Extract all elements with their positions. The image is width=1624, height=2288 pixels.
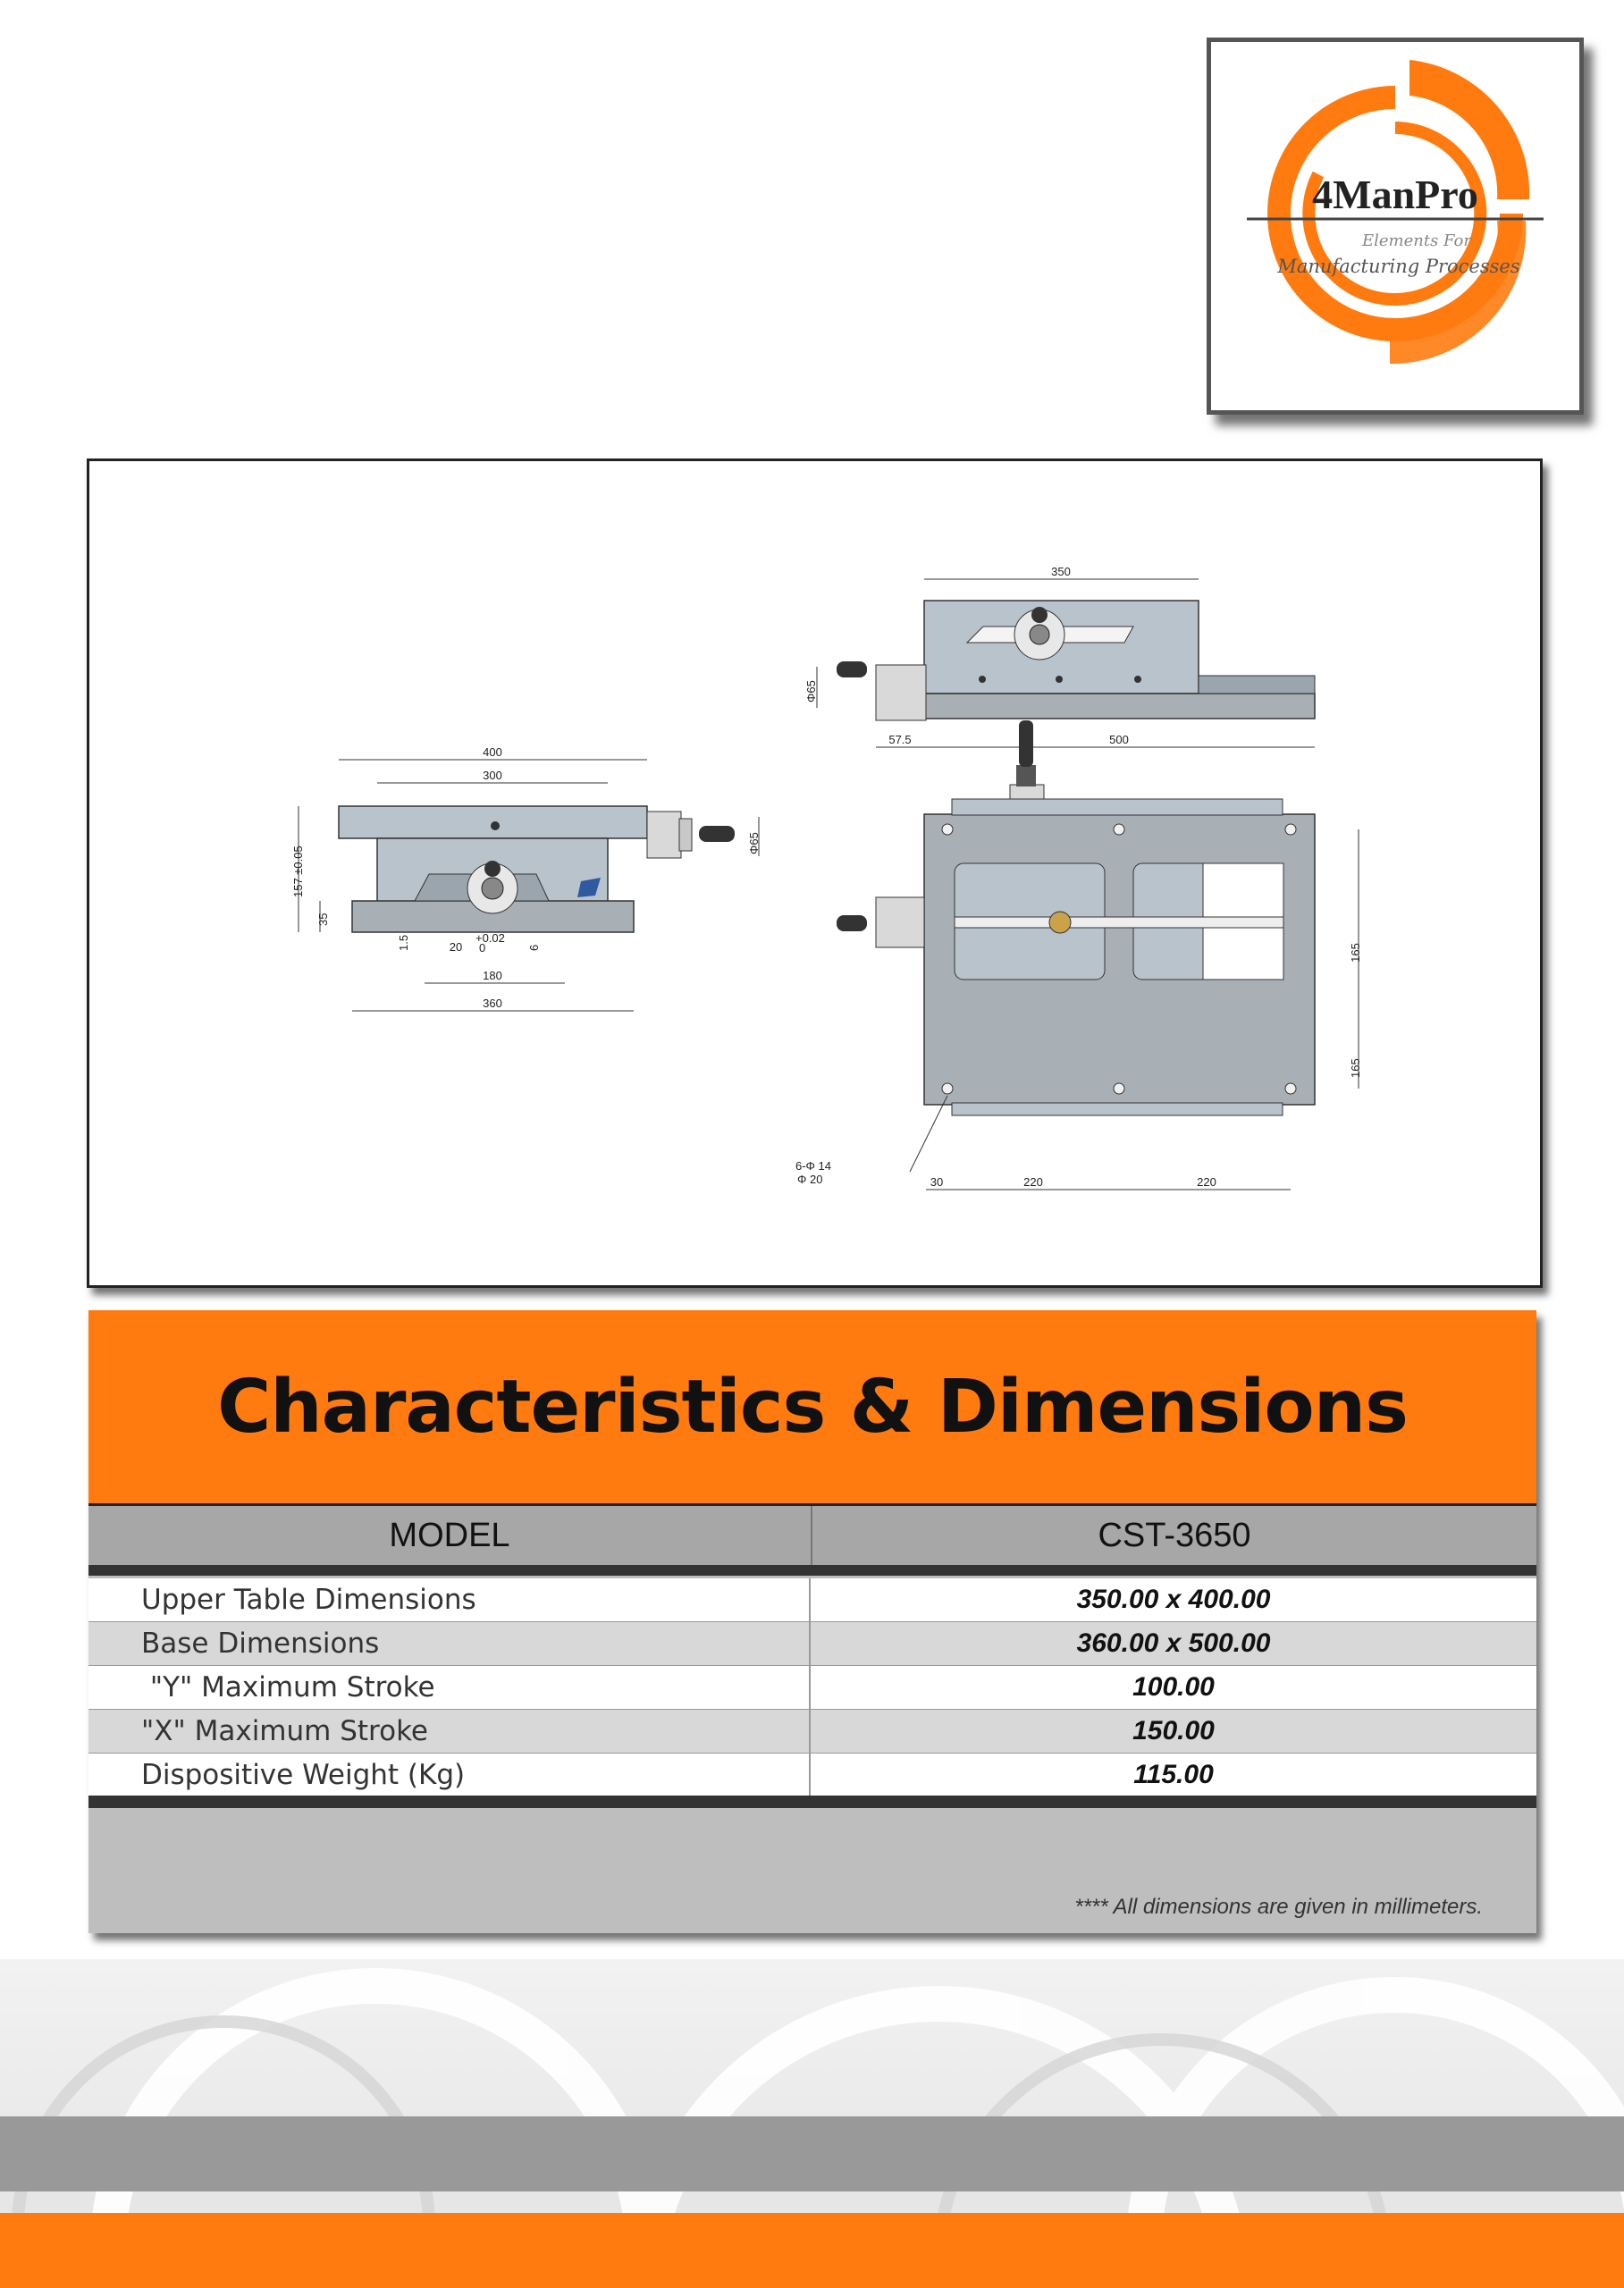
- dim-side-phi65: Φ65: [747, 832, 761, 854]
- dim-side-35: 35: [316, 913, 330, 926]
- side-view: [291, 745, 761, 1011]
- dim-top-500: 500: [1109, 733, 1129, 746]
- model-label: MODEL: [88, 1506, 812, 1565]
- dim-side-360: 360: [483, 997, 502, 1010]
- dim-plan-220-left: 220: [1023, 1175, 1043, 1189]
- company-logo: [1207, 38, 1584, 415]
- dim-top-350: 350: [1051, 565, 1071, 578]
- row-value: 350.00 x 400.00: [1076, 1585, 1271, 1614]
- plan-view: [795, 720, 1362, 1190]
- logo-tagline-1: Elements For: [1361, 231, 1472, 250]
- dim-side-height: 157 ±0.05: [291, 845, 305, 897]
- table-separator-top: [88, 1565, 1536, 1576]
- dim-side-400: 400: [483, 745, 502, 759]
- table-separator-bottom: [88, 1796, 1536, 1808]
- dim-plan-cbore: Φ 20: [797, 1173, 823, 1186]
- row-value: 115.00: [1133, 1760, 1214, 1789]
- table-row: [88, 1754, 1536, 1797]
- characteristics-header: [88, 1310, 1536, 1506]
- table-row: [88, 1666, 1536, 1710]
- model-value: CST-3650: [1098, 1516, 1251, 1554]
- table-row: [88, 1578, 1536, 1622]
- dim-plan-165-top: 165: [1349, 943, 1362, 963]
- row-label: Dispositive Weight (Kg): [88, 1754, 811, 1796]
- row-value: 100.00: [1132, 1672, 1215, 1702]
- row-label: "Y" Maximum Stroke: [88, 1666, 811, 1709]
- dim-side-6: 6: [527, 944, 541, 951]
- characteristics-panel: [88, 1310, 1536, 1933]
- logo-brand-text: 4ManPro: [1312, 172, 1478, 217]
- dim-plan-holes: 6-Φ 14: [795, 1159, 832, 1173]
- table-row: [88, 1622, 1536, 1666]
- technical-drawing: [89, 461, 1540, 1285]
- dim-side-tol-plus: +0.02: [475, 931, 505, 945]
- model-row: [88, 1506, 1536, 1565]
- bottom-decoration: [0, 1959, 1624, 2288]
- row-label: Base Dimensions: [88, 1622, 811, 1665]
- decorative-background: [0, 1959, 1624, 2288]
- dim-top-57-5: 57.5: [888, 733, 912, 746]
- characteristics-title: Characteristics & Dimensions: [217, 1364, 1408, 1450]
- bottom-gray-band: [0, 2116, 1624, 2191]
- logo-graphic: [1211, 42, 1579, 410]
- row-value: 360.00 x 500.00: [1076, 1628, 1271, 1658]
- footnote: **** All dimensions are given in millimeters.: [1074, 1895, 1483, 1919]
- dim-side-1-5: 1.5: [397, 934, 410, 951]
- dim-plan-165-bottom: 165: [1349, 1058, 1362, 1078]
- dim-top-phi65: Φ65: [804, 680, 818, 702]
- table-row: [88, 1710, 1536, 1754]
- dim-side-180: 180: [483, 969, 502, 982]
- dim-side-tol-zero: 0: [479, 941, 486, 955]
- technical-drawing-panel: [87, 458, 1543, 1288]
- dim-side-300: 300: [483, 769, 502, 782]
- logo-tagline-2: Manufacturing Processes: [1277, 256, 1520, 277]
- front-view: [804, 565, 1315, 747]
- row-label: "X" Maximum Stroke: [88, 1710, 811, 1753]
- dim-side-20: 20: [449, 940, 463, 954]
- row-label: Upper Table Dimensions: [88, 1578, 811, 1621]
- spec-table: [88, 1578, 1536, 1797]
- bottom-orange-band: [0, 2213, 1624, 2288]
- dim-plan-220-right: 220: [1197, 1175, 1216, 1189]
- dim-plan-30: 30: [930, 1175, 944, 1189]
- row-value: 150.00: [1132, 1716, 1215, 1745]
